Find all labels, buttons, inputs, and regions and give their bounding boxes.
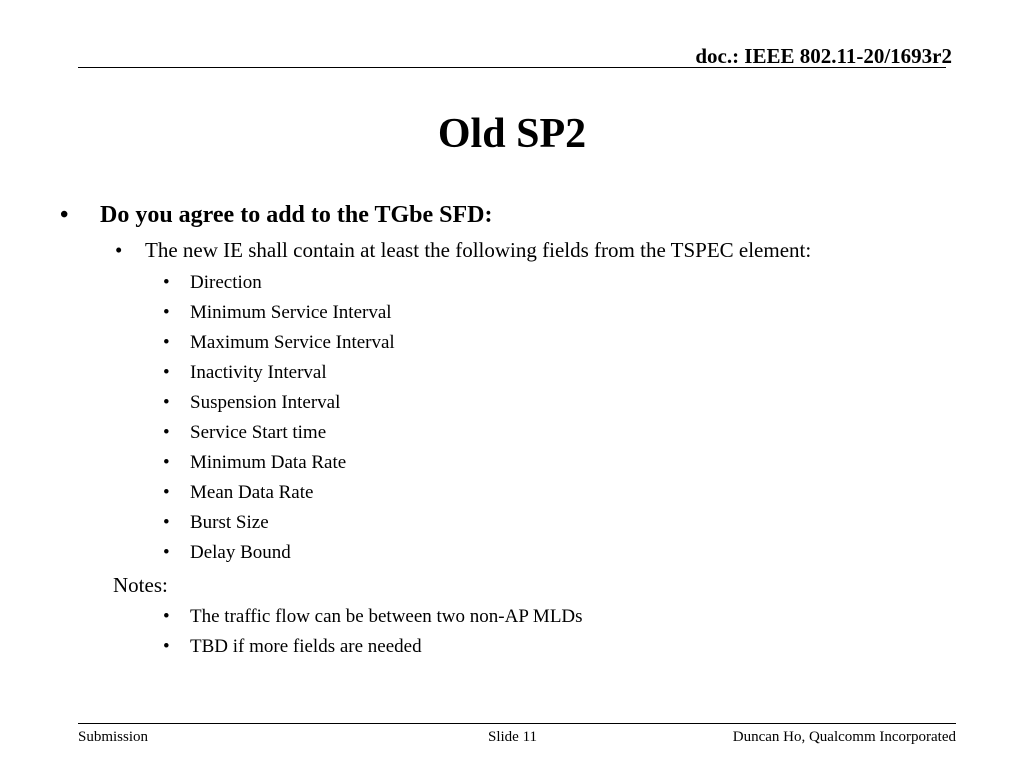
bullet-icon: • [60, 202, 69, 228]
slide-title: Old SP2 [437, 111, 587, 157]
bullet-icon: • [163, 542, 170, 563]
bullet-icon: • [163, 272, 170, 293]
bullet-icon: • [163, 636, 170, 657]
footer-rule [78, 723, 956, 724]
notes-label: Notes: [113, 573, 168, 597]
field-label: Minimum Data Rate [190, 452, 347, 473]
field-label: Burst Size [190, 512, 269, 533]
footer-author: Duncan Ho, Qualcomm Incorporated [732, 729, 956, 745]
field-label: Service Start time [190, 422, 327, 443]
question-text: Do you agree to add to the TGbe SFD: [100, 202, 493, 228]
doc-id: doc.: IEEE 802.11-20/1693r2 [695, 44, 952, 68]
bullet-icon: • [163, 512, 170, 533]
footer-submission: Submission [78, 729, 149, 745]
field-label: Minimum Service Interval [190, 302, 392, 323]
field-label: Delay Bound [190, 542, 291, 563]
bullet-icon: • [163, 302, 170, 323]
bullet-icon: • [163, 482, 170, 503]
bullet-icon: • [163, 392, 170, 413]
bullet-icon: • [163, 362, 170, 383]
field-label: Suspension Interval [190, 392, 341, 413]
field-label: Maximum Service Interval [190, 332, 395, 353]
bullet-icon: • [163, 452, 170, 473]
bullet-icon: • [163, 332, 170, 353]
note-text: TBD if more fields are needed [190, 636, 422, 657]
field-label: Mean Data Rate [190, 482, 314, 503]
sub-point-text: The new IE shall contain at least the following fields from the TSPEC element: [145, 238, 812, 262]
note-text: The traffic flow can be between two non-AP MLDs [190, 606, 583, 627]
bullet-icon: • [163, 422, 170, 443]
bullet-icon: • [163, 606, 170, 627]
field-label: Inactivity Interval [190, 362, 327, 383]
footer-slide-number: Slide 11 [488, 729, 538, 745]
bullet-icon: • [115, 238, 123, 262]
field-label: Direction [190, 272, 262, 293]
